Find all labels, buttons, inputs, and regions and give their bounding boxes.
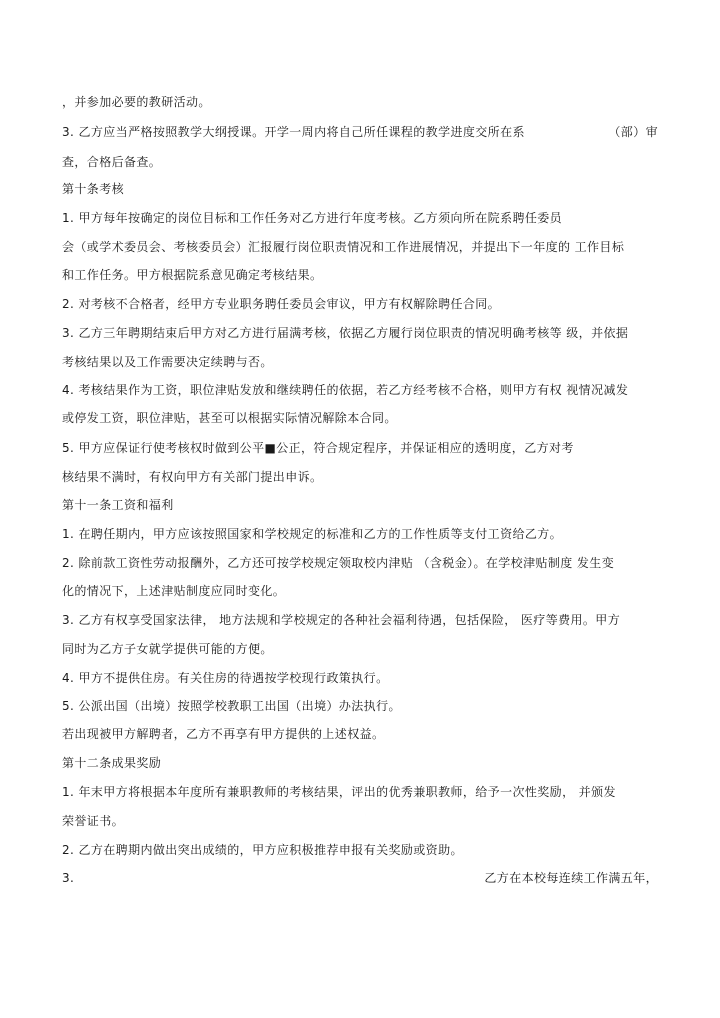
text-line: 同时为乙方子女就学提供可能的方便。 (62, 642, 273, 656)
text-line: 会（或学术委员会、考核委员会）汇报履行岗位职责情况和工作进展情况，并提出下一年度的 工作目标 (62, 240, 625, 254)
text-fragment: 乙方在本校每连续工作满五年， (484, 871, 658, 885)
text-line (62, 870, 658, 886)
text-line: 化的情况下，上述津贴制度应同时变化。 (62, 584, 286, 598)
text-line: 5. 甲方应保证行使考核权时做到公平■公正，符合规定程序，并保证相应的透明度，乙方对考 (62, 441, 574, 455)
text-line: 查，合格后备查。 (62, 155, 162, 169)
text-line: 4. 甲方不提供住房。有关住房的待遇按学校现行政策执行。 (62, 671, 389, 685)
text-line: 2. 除前款工资性劳动报酬外，乙方还可按学校规定领取校内津贴 （含税金）。在学校津贴制度 发生变 (62, 556, 615, 570)
section-heading: 第十一条工资和福利 (62, 498, 174, 512)
section-heading: 第十条考核 (62, 182, 125, 196)
text-line: ，并参加必要的教研活动。 (62, 95, 211, 109)
text-line: 或停发工资，职位津贴，甚至可以根据实际情况解除本合同。 (62, 411, 397, 425)
section-heading: 第十二条成果奖励 (62, 756, 162, 770)
text-line: 2. 乙方在聘期内做出突出成绩的，甲方应积极推荐申报有关奖励或资助。 (62, 843, 463, 857)
text-line: 3. 乙方三年聘期结束后甲方对乙方进行届满考核，依据乙方履行岗位职责的情况明确考核等 级，并依据 (62, 326, 629, 340)
text-line (62, 124, 658, 140)
text-fragment: 3. (62, 871, 75, 885)
text-line: 1. 在聘任期内，甲方应该按照国家和学校规定的标准和乙方的工作性质等支付工资给乙方。 (62, 527, 563, 541)
text-line: 若出现被甲方解聘者，乙方不再享有甲方提供的上述权益。 (62, 727, 385, 741)
text-line: 4. 考核结果作为工资，职位津贴发放和继续聘任的依据，若乙方经考核不合格，则甲方有权 视情况减发 (62, 383, 629, 397)
text-line: 荣誉证书。 (62, 814, 125, 828)
text-line: 2. 对考核不合格者，经甲方专业职务聘任委员会审议，甲方有权解除聘任合同。 (62, 297, 501, 311)
text-fragment: （部）审 (608, 125, 658, 139)
text-line: 1. 甲方每年按确定的岗位目标和工作任务对乙方进行年度考核。乙方须向所在院系聘任委员 (62, 211, 563, 225)
text-line: 1. 年末甲方将根据本年度所有兼职教师的考核结果，评出的优秀兼职教师，给予一次性奖励， 并颁发 (62, 785, 616, 799)
text-line: 3. 乙方有权享受国家法律， 地方法规和学校规定的各种社会福利待遇，包括保险， 医疗等费用。甲方 (62, 613, 621, 627)
text-line: 核结果不满时，有权向甲方有关部门提出申诉。 (62, 470, 323, 484)
text-line: 考核结果以及工作需要决定续聘与否。 (62, 355, 273, 369)
text-line: 5. 公派出国（出境）按照学校教职工出国（出境）办法执行。 (62, 699, 401, 713)
text-line: 和工作任务。甲方根据院系意见确定考核结果。 (62, 268, 323, 282)
text-fragment: 3. 乙方应当严格按照教学大纲授课。开学一周内将自己所任课程的教学进度交所在系 (62, 125, 525, 139)
